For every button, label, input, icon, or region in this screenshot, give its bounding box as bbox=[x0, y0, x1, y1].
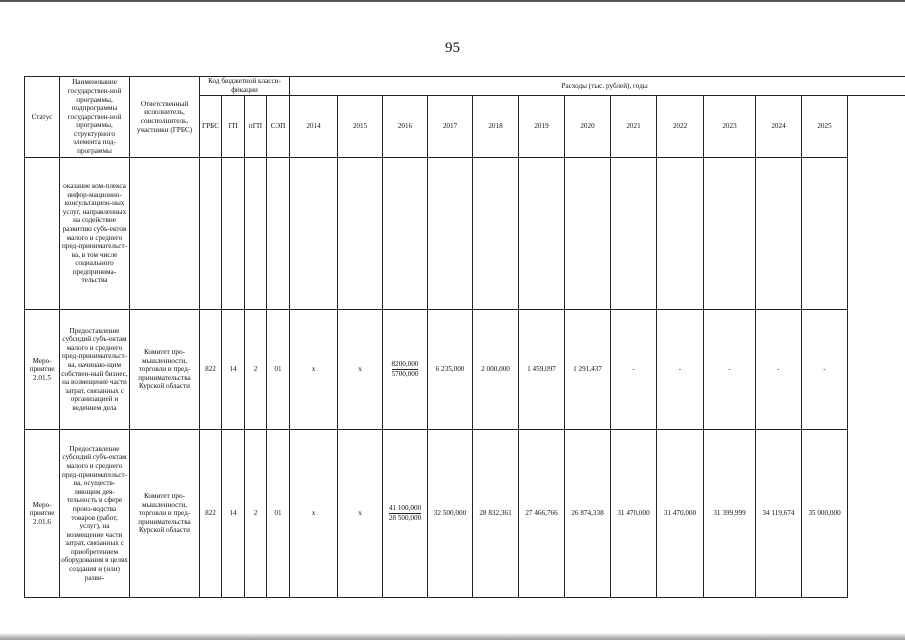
header-year: 2025 bbox=[802, 96, 848, 158]
cell-code bbox=[200, 158, 222, 310]
header-year: 2018 bbox=[473, 96, 519, 158]
cell-code bbox=[222, 158, 245, 310]
cell-year-value: - bbox=[704, 310, 756, 430]
fraction-top: 41 100,000 bbox=[388, 504, 422, 513]
cell-status: Меро-приятие 2.01.6 bbox=[25, 430, 60, 598]
fraction-2016 bbox=[389, 504, 421, 522]
header-executor: Ответственный исполнитель, соисполнитель, участники (ГРБС) bbox=[130, 77, 200, 158]
cell-year-value: 2 000,000 bbox=[473, 310, 519, 430]
cell-code: 2 bbox=[245, 430, 267, 598]
cell-year-value: 31 399,999 bbox=[704, 430, 756, 598]
cell-2014: х bbox=[290, 310, 338, 430]
cell-code: 822 bbox=[200, 430, 222, 598]
table-row bbox=[25, 158, 905, 310]
cell-2016 bbox=[383, 158, 428, 310]
cell-year-value: - bbox=[657, 310, 704, 430]
header-year: 2014 bbox=[290, 96, 338, 158]
cell-2015: х bbox=[338, 310, 383, 430]
header-year: 2020 bbox=[565, 96, 611, 158]
cell-year-value: 27 466,766 bbox=[519, 430, 565, 598]
cell-executor: Комитет про-мышленности, торговли и пред-принимательства Курской области bbox=[130, 430, 200, 598]
cell-code: 822 bbox=[200, 310, 222, 430]
cell-year-value: 26 874,338 bbox=[565, 430, 611, 598]
header-year: 2023 bbox=[704, 96, 756, 158]
header-name: Наименование государствен-ной программы, подпрограммы государствен-ной программы, структурного элемента под-программы bbox=[60, 77, 130, 158]
cell-name: Предоставление субсидий субъ-ектам малого и среднего пред-принимательст-ва, начинаю-щим собствен-ный бизнес, на возмещение части затрат, связанных с организацией и ведением дела bbox=[60, 310, 130, 430]
budget-table-body bbox=[24, 157, 905, 598]
cell-code: 01 bbox=[267, 430, 290, 598]
header-code-sep: СЭП bbox=[267, 96, 290, 158]
cell-code: 14 bbox=[222, 310, 245, 430]
cell-code bbox=[245, 158, 267, 310]
cell-year-value: 31 470,000 bbox=[611, 430, 657, 598]
fraction-bottom: 5700,000 bbox=[391, 370, 419, 378]
cell-year-value bbox=[428, 158, 473, 310]
cell-year-value: 31 470,000 bbox=[657, 430, 704, 598]
header-code-grbs: ГРБС bbox=[200, 96, 222, 158]
cell-year-value: 1 459,097 bbox=[519, 310, 565, 430]
cell-name: оказание ком-плекса инфор-мационно-консультацион-ных услуг, направленных на содействие развитию субъ-ектов малого и среднего пред-принимательст-ва, в том числе социального предпринима-тельства bbox=[60, 158, 130, 310]
header-year: 2017 bbox=[428, 96, 473, 158]
cell-2014: х bbox=[290, 430, 338, 598]
header-code-gp: ГП bbox=[222, 96, 245, 158]
cell-year-value: - bbox=[756, 310, 802, 430]
cell-status: Меро-приятие 2.01.5 bbox=[25, 310, 60, 430]
cell-year-value: 28 832,361 bbox=[473, 430, 519, 598]
header-expenses: Расходы (тыс. рублей), годы bbox=[290, 77, 905, 96]
fraction-2016 bbox=[392, 360, 419, 378]
cell-code bbox=[267, 158, 290, 310]
page-number: 95 bbox=[445, 40, 460, 56]
cell-year-value bbox=[756, 158, 802, 310]
header-year: 2021 bbox=[611, 96, 657, 158]
cell-year-value bbox=[519, 158, 565, 310]
budget-table bbox=[24, 76, 905, 165]
cell-year-value: - bbox=[611, 310, 657, 430]
header-status: Статус bbox=[25, 77, 60, 158]
cell-2016 bbox=[383, 430, 428, 598]
cell-year-value bbox=[657, 158, 704, 310]
cell-year-value bbox=[704, 158, 756, 310]
cell-code: 01 bbox=[267, 310, 290, 430]
header-year: 2019 bbox=[519, 96, 565, 158]
cell-year-value bbox=[473, 158, 519, 310]
cell-year-value bbox=[565, 158, 611, 310]
cell-2014 bbox=[290, 158, 338, 310]
cell-code: 14 bbox=[222, 430, 245, 598]
cell-executor bbox=[130, 158, 200, 310]
fraction-bottom: 28 500,000 bbox=[388, 514, 422, 522]
table-row bbox=[25, 310, 905, 430]
cell-year-value: 1 291,437 bbox=[565, 310, 611, 430]
cell-year-value bbox=[802, 158, 848, 310]
cell-year-value: 35 000,000 bbox=[802, 430, 848, 598]
cell-2015: х bbox=[338, 430, 383, 598]
header-year: 2022 bbox=[657, 96, 704, 158]
cell-status bbox=[25, 158, 60, 310]
header-code-pgp: пГП bbox=[245, 96, 267, 158]
header-year: 2016 bbox=[383, 96, 428, 158]
fraction-top: 8200,000 bbox=[391, 360, 419, 369]
cell-year-value: 6 235,000 bbox=[428, 310, 473, 430]
cell-year-value bbox=[611, 158, 657, 310]
table-row bbox=[25, 430, 905, 598]
cell-2016 bbox=[383, 310, 428, 430]
cell-year-value: 34 119,674 bbox=[756, 430, 802, 598]
cell-2015 bbox=[338, 158, 383, 310]
header-year: 2024 bbox=[756, 96, 802, 158]
cell-year-value: 32 500,000 bbox=[428, 430, 473, 598]
cell-year-value: - bbox=[802, 310, 848, 430]
header-budget-classification: Код бюджетной класси-фикации bbox=[200, 77, 290, 96]
scan-edge-top bbox=[0, 0, 905, 2]
cell-code: 2 bbox=[245, 310, 267, 430]
cell-executor: Комитет про-мышленности, торговли и пред-принимательства Курской области bbox=[130, 310, 200, 430]
scan-edge-bottom bbox=[0, 633, 905, 640]
header-year: 2015 bbox=[338, 96, 383, 158]
cell-name: Предоставление субсидий субъ-ектам малого и среднего пред-принимательст-ва, осуществ-ляющим дея-тельность в сфере произ-водства товаров (работ, услуг), на возмещение части затрат, связанных с приобретением оборудования в целях создания и (или) разви- bbox=[60, 430, 130, 598]
